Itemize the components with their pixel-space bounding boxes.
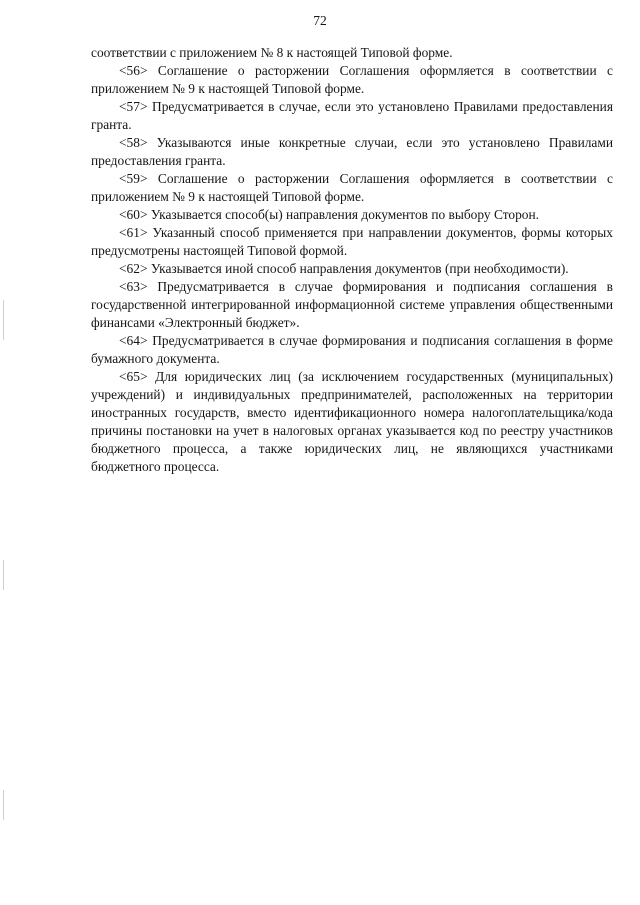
footnote-61: <61> Указанный способ применяется при направлении документов, формы которых предусмотрены настоящей Типовой формой. <box>91 225 613 258</box>
footnote-65: <65> Для юридических лиц (за исключением государственных (муниципальных) учреждений) и индивидуальных предпринимателей, расположенных на территории иностранных государств, вместо идентификационного номера налогоплательщика/кода причины постановки на учет в налоговых органах указывается код по реестру участников бюджетного процесса, а также юридических лиц, не являющихся участниками бюджетного процесса. <box>91 369 613 474</box>
footnote-57: <57> Предусматривается в случае, если это установлено Правилами предоставления гранта. <box>91 99 613 132</box>
footnote-63: <63> Предусматривается в случае формирования и подписания соглашения в государственной интегрированной информационной системе управления общественными финансами «Электронный бюджет». <box>91 279 613 330</box>
scan-edge-mark <box>3 560 4 590</box>
document-body <box>91 44 613 476</box>
footnote-60: <60> Указывается способ(ы) направления документов по выбору Сторон. <box>119 207 539 222</box>
scan-edge-mark <box>3 790 4 820</box>
page-number: 72 <box>313 13 327 28</box>
scan-edge-mark <box>3 300 4 340</box>
footnote-62: <62> Указывается иной способ направления документов (при необходимости). <box>119 261 569 276</box>
footnote-58: <58> Указываются иные конкретные случаи, если это установлено Правилами предоставления гранта. <box>91 135 613 168</box>
paragraph-continuation: соответствии с приложением № 8 к настоящей Типовой форме. <box>91 45 453 60</box>
footnote-56: <56> Соглашение о расторжении Соглашения оформляется в соответствии с приложением № 9 к настоящей Типовой форме. <box>91 63 613 96</box>
footnote-59: <59> Соглашение о расторжении Соглашения оформляется в соответствии с приложением № 9 к настоящей Типовой форме. <box>91 171 613 204</box>
footnote-64: <64> Предусматривается в случае формирования и подписания соглашения в форме бумажного документа. <box>91 333 613 366</box>
